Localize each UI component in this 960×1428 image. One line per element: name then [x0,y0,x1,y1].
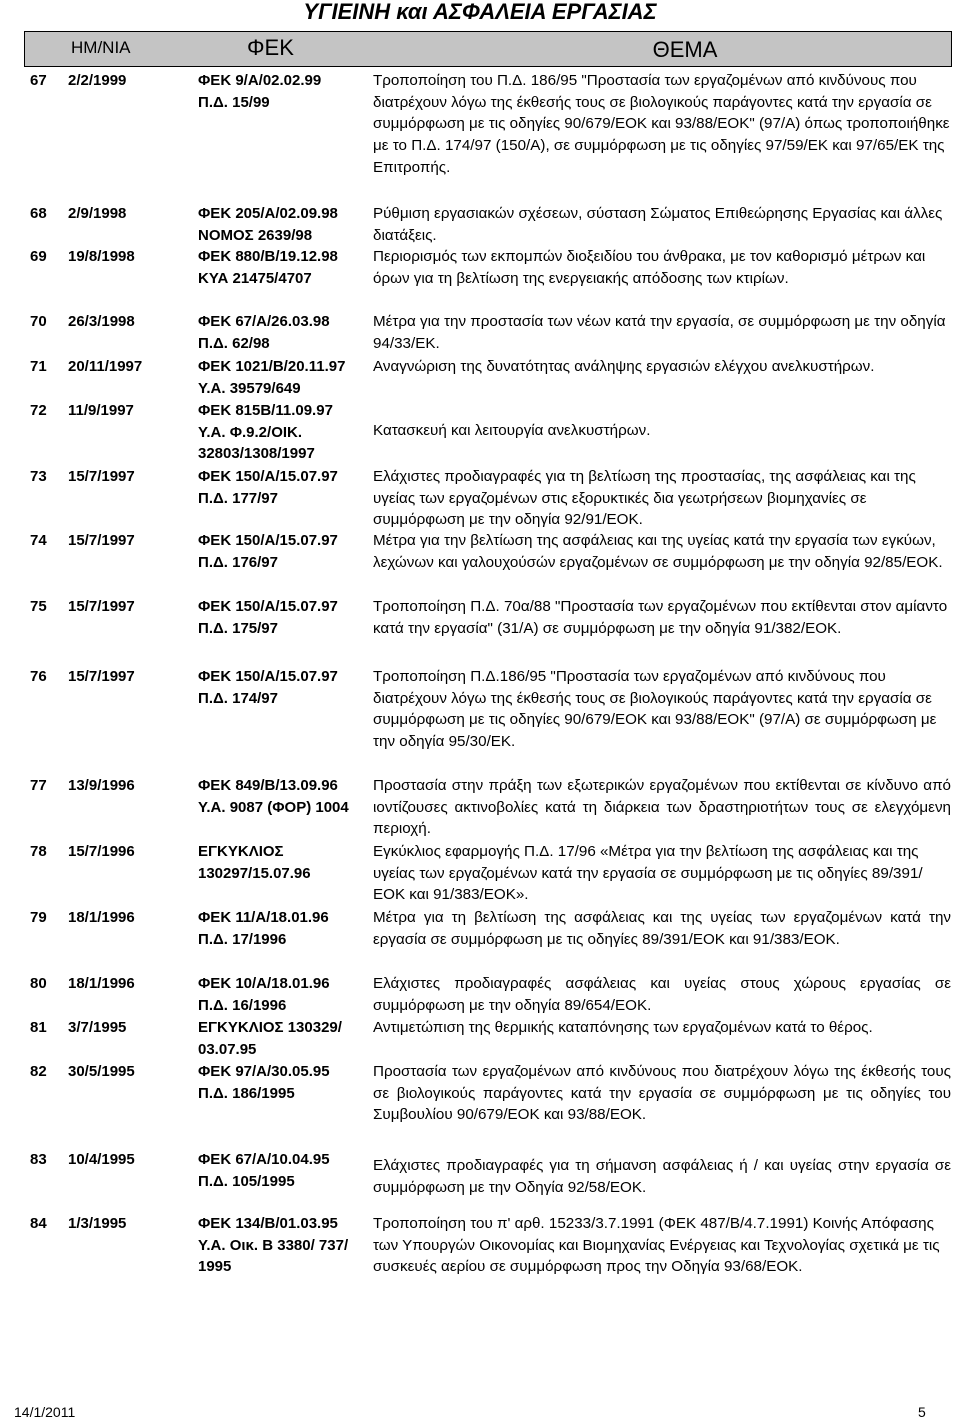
row-date: 2/2/1999 [68,72,127,89]
row-number: 73 [30,468,47,485]
row-number: 71 [30,358,47,375]
row-fek: ΦΕΚ 150/Α/15.07.97 Π.Δ. 176/97 [198,532,338,571]
row-fek: ΕΓΚΥΚΛΙΟΣ 130297/15.07.96 [198,843,311,882]
row-fek: ΦΕΚ 97/Α/30.05.95 Π.Δ. 186/1995 [198,1063,330,1102]
row-fek: ΦΕΚ 67/Α/10.04.95 Π.Δ. 105/1995 [198,1151,330,1190]
row-topic: Μέτρα για την προστασία των νέων κατά την εργασία, σε συμμόρφωση με την οδηγία 94/33/ΕΚ. [373,313,946,352]
row-number: 77 [30,777,47,794]
row-number: 74 [30,532,47,549]
row-topic: Ελάχιστες προδιαγραφές για τη βελτίωση της προστασίας, της ασφάλειας και της υγείας των εργαζομένων στις εξορυκτικές δια γεωτρήσεων βιομηχανίες σε συμμόρφωση με την οδηγία 92/91/ΕΟΚ. [373,468,916,529]
row-topic: Μέτρα για τη βελτίωση της ασφάλειας και της υγείας των εργαζομένων κατά την εργασία σε συμμόρφωση με τις οδηγίες 89/391/ΕΟΚ και 91/383/ΕΟΚ. [373,909,951,948]
row-number: 75 [30,598,47,615]
footer-date: 14/1/2011 [14,1404,76,1420]
row-date: 18/1/1996 [68,909,135,926]
row-number: 69 [30,248,47,265]
page-number: 5 [918,1404,926,1420]
row-date: 15/7/1997 [68,598,135,615]
header-date: ΗΜ/ΝΙΑ [71,38,131,57]
row-topic: Τροποποίηση Π.Δ. 70α/88 "Προστασία των εργαζομένων που εκτίθενται στον αμίαντο κατά την εργασία" (31/Α) σε συμμόρφωση με την οδηγία 91/382/ΕΟΚ. [373,598,948,637]
row-number: 72 [30,402,47,419]
row-topic: Αναγνώριση της δυνατότητας ανάληψης εργασιών ελέγχου ανελκυστήρων. [373,358,875,375]
row-number: 82 [30,1063,47,1080]
row-date: 20/11/1997 [68,358,143,375]
row-date: 18/1/1996 [68,975,135,992]
row-topic: Τροποποίηση Π.Δ.186/95 "Προστασία των εργαζομένων από κινδύνους που διατρέχουν λόγω της έκθεσής τους σε βιολογικούς παράγοντες κατά την εργασία σε συμμόρφωση με τις οδηγίες 90/679/ΕΟΚ και 93/88/ΕΟΚ" (97/Α) σε συμμόρφωση με την οδηγία 95/30/ΕΚ. [373,668,937,751]
row-number: 67 [30,72,47,89]
row-topic: Μέτρα για την βελτίωση της ασφάλειας και της υγείας κατά την εργασία των εγκύων, λεχώνων και γαλουχούσών εργαζομένων σε συμμόρφωση με την οδηγία 92/85/ΕΟΚ. [373,532,943,571]
row-date: 26/3/1998 [68,313,135,330]
table-header [24,31,952,67]
row-number: 68 [30,205,47,222]
row-date: 19/8/1998 [68,248,135,265]
row-number: 76 [30,668,47,685]
row-topic: Ελάχιστες προδιαγραφές για τη σήμανση ασφάλειας ή / και υγείας στην εργασία σε συμμόρφωση με την Οδηγία 92/58/ΕΟΚ. [373,1157,951,1196]
row-date: 13/9/1996 [68,777,135,794]
row-number: 78 [30,843,47,860]
row-date: 15/7/1997 [68,532,135,549]
row-topic: Προστασία στην πράξη των εξωτερικών εργαζομένων που εκτίθενται σε κίνδυνο από ιοντίζουσες ακτινοβολίες κατά τη διάρκεια των δραστηριοτήτων τους σε ελεγχόμενη περιοχή. [373,777,951,838]
row-topic: Αντιμετώπιση της θερμικής καταπόνησης των εργαζομένων κατά το θέρος. [373,1019,873,1036]
row-date: 2/9/1998 [68,205,127,222]
row-fek: ΦΕΚ 1021/Β/20.11.97 Υ.Α. 39579/649 [198,358,346,397]
row-fek: ΦΕΚ 11/Α/18.01.96 Π.Δ. 17/1996 [198,909,329,948]
row-topic: Κατασκευή και λειτουργία ανελκυστήρων. [373,422,651,439]
row-fek: ΦΕΚ 205/Α/02.09.98 ΝΟΜΟΣ 2639/98 [198,205,338,244]
row-date: 30/5/1995 [68,1063,135,1080]
row-date: 15/7/1997 [68,468,135,485]
header-fek: ΦΕΚ [247,35,294,60]
row-topic: Ελάχιστες προδιαγραφές ασφάλειας και υγείας στους χώρους εργασίας σε συμμόρφωση με την οδηγία 89/654/ΕΟΚ. [373,975,951,1014]
row-topic: Περιορισμός των εκπομπών διοξειδίου του άνθρακα, με τον καθορισμό μέτρων και όρων για τη βελτίωση της ενεργειακής απόδοσης των κτιρίων. [373,248,926,287]
row-number: 80 [30,975,47,992]
document-title: ΥΓΙΕΙΝΗ και ΑΣΦΑΛΕΙΑ ΕΡΓΑΣΙΑΣ [303,0,657,24]
row-date: 10/4/1995 [68,1151,135,1168]
row-date: 15/7/1997 [68,668,135,685]
row-fek: ΦΕΚ 849/Β/13.09.96 Υ.Α. 9087 (ΦΟΡ) 1004 [198,777,349,816]
row-date: 11/9/1997 [68,402,134,419]
row-date: 1/3/1995 [68,1215,127,1232]
row-topic: Τροποποίηση του π' αρθ. 15233/3.7.1991 (ΦΕΚ 487/Β/4.7.1991) Κοινής Απόφασης των Υπουργών Οικονομίας και Βιομηχανίας Ενέργειας και Τεχνολογίας σχετικά με τις συσκευές αερίου σε συμμόρφωση προς την Οδηγία 93/68/ΕΟΚ. [373,1215,940,1276]
row-number: 79 [30,909,47,926]
row-fek: ΦΕΚ 880/Β/19.12.98 ΚΥΑ 21475/4707 [198,248,338,287]
row-fek: ΦΕΚ 10/Α/18.01.96 Π.Δ. 16/1996 [198,975,330,1014]
row-date: 3/7/1995 [68,1019,127,1036]
row-fek: ΦΕΚ 134/Β/01.03.95 Υ.Α. Οικ. Β 3380/ 737/ 1995 [198,1215,349,1275]
row-topic: Τροποποίηση του Π.Δ. 186/95 "Προστασία των εργαζομένων από κινδύνους που διατρέχουν λόγω της έκθεσής τους σε βιολογικούς παράγοντες κατά την εργασία σε συμμόρφωση με τις οδηγίες 90/679/ΕΟΚ και 93/88/ΕΟΚ" (97/Α) όπως τροποποιήθηκε με το Π.Δ. 174/97 (150/Α), σε συμμόρφωση με τις οδηγίες 97/59/ΕΚ και 97/65/ΕΚ της Επιτροπής. [373,72,950,176]
row-fek: ΦΕΚ 150/Α/15.07.97 Π.Δ. 175/97 [198,598,338,637]
header-topic: ΘΕΜΑ [652,37,718,62]
row-fek: ΦΕΚ 815Β/11.09.97 Υ.Α. Φ.9.2/ΟΙΚ. 32803/1308/1997 [198,402,333,462]
row-fek: ΦΕΚ 67/Α/26.03.98 Π.Δ. 62/98 [198,313,330,352]
row-number: 81 [30,1019,47,1036]
row-number: 83 [30,1151,47,1168]
row-fek: ΦΕΚ 150/Α/15.07.97 Π.Δ. 177/97 [198,468,338,507]
row-number: 70 [30,313,47,330]
row-number: 84 [30,1215,47,1232]
row-fek: ΦΕΚ 9/Α/02.02.99 Π.Δ. 15/99 [198,72,322,111]
row-topic: Ρύθμιση εργασιακών σχέσεων, σύσταση Σώματος Επιθεώρησης Εργασίας και άλλες διατάξεις. [373,205,943,244]
row-topic: Προστασία των εργαζομένων από κινδύνους που διατρέχουν λόγω της έκθεσής τους σε βιολογικούς παράγοντες κατά την εργασία σε συμμόρφωση με τις οδηγίες του Συμβουλίου 90/679/ΕΟΚ και 93/88/ΕΟΚ. [373,1063,951,1124]
row-topic: Εγκύκλιος εφαρμογής Π.Δ. 17/96 «Μέτρα για την βελτίωση της ασφάλειας και της υγείας των εργαζομένων κατά την εργασία σε συμμόρφωση με τις οδηγίες 89/391/ΕΟΚ και 91/383/ΕΟΚ». [373,843,923,904]
row-date: 15/7/1996 [68,843,135,860]
row-fek: ΕΓΚΥΚΛΙΟΣ 130329/ 03.07.95 [198,1019,342,1058]
row-fek: ΦΕΚ 150/Α/15.07.97 Π.Δ. 174/97 [198,668,338,707]
